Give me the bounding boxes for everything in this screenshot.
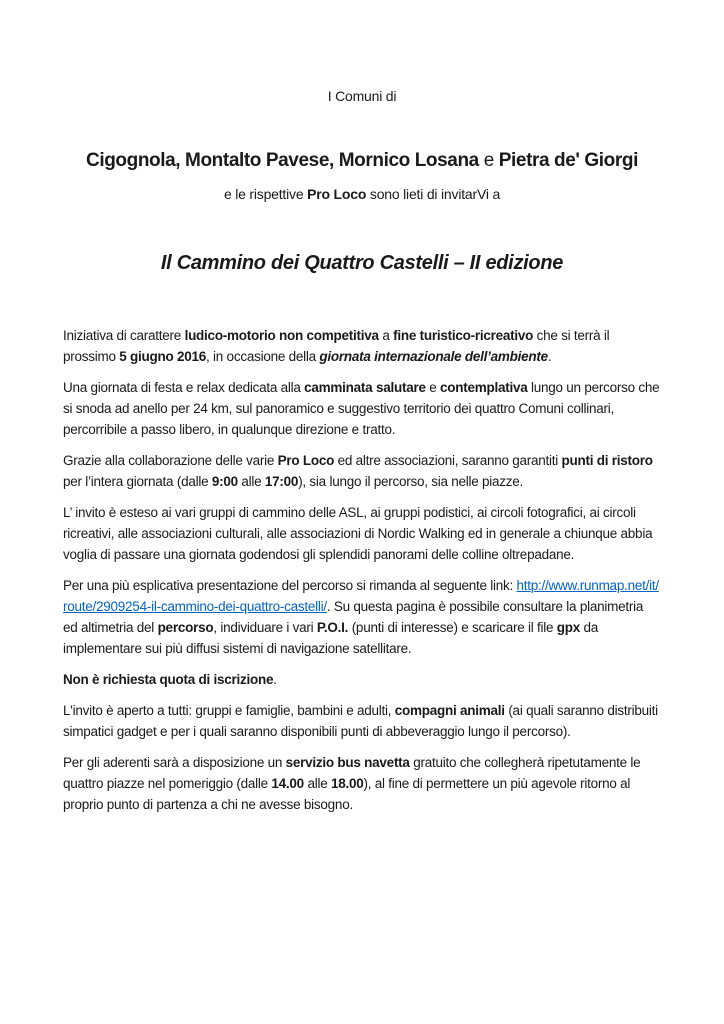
paragraph	[63, 325, 661, 367]
text-run: L’ invito è esteso ai vari gruppi di cammino delle ASL, ai gruppi podistici, ai circoli fotografici, ai circoli ricreativi, alle associazioni culturali, alle associazioni di Nordic Walking ed in generale a chiunque abbia voglia di passare una giornata godendosi gli splendidi panorami delle colline oltrepadane.	[63, 505, 653, 562]
paragraph	[63, 450, 661, 492]
text-run: (ai quali saranno distribuiti simpatici gadget e per i quali saranno disponibili punti di abbeveraggio lungo il percorso).	[63, 703, 658, 739]
paragraph	[63, 575, 661, 659]
text-run: ludico-motorio non competitiva	[184, 328, 379, 343]
text-run: Cigognola, Montalto Pavese, Mornico Losana	[86, 150, 479, 171]
text-run: 9:00	[211, 474, 238, 489]
text-run: Pro Loco	[307, 186, 367, 202]
text-run: e le rispettive	[223, 186, 308, 202]
text-run: Pietra de' Giorgi	[498, 150, 638, 171]
intro-line: I Comuni di	[327, 88, 397, 104]
text-run: , individuare i vari	[213, 620, 317, 635]
event-title: Il Cammino dei Quattro Castelli – II edizione	[160, 252, 564, 274]
text-run: Per gli aderenti sarà a disposizione un	[63, 755, 286, 770]
text-run: L'invito è aperto a tutti: gruppi e famiglie, bambini e adulti,	[63, 703, 395, 718]
text-run: ), al fine di permettere un più agevole ritorno al proprio punto di partenza a chi ne avesse bisogno.	[63, 776, 631, 812]
text-run: compagni animali	[394, 703, 505, 718]
text-run: Iniziativa di carattere	[63, 328, 185, 343]
text-run: Pro Loco	[277, 453, 335, 468]
text-run: 14.00	[271, 776, 304, 791]
text-run: e	[425, 380, 440, 395]
text-run: Per una più esplicativa presentazione del percorso si rimanda al seguente link:	[63, 578, 517, 593]
invite-line	[63, 186, 661, 202]
text-run: servizio bus navetta	[285, 755, 410, 770]
text-run: da implementare sui più diffusi sistemi di navigazione satellitare.	[63, 620, 599, 656]
paragraph	[63, 502, 661, 565]
municipalities-heading	[63, 150, 661, 172]
text-run: , in occasione della	[206, 349, 320, 364]
text-run: P.O.I.	[316, 620, 349, 635]
text-run: ed altre associazioni, saranno garantiti	[334, 453, 562, 468]
paragraph	[63, 752, 661, 815]
text-run: camminata salutare	[304, 380, 426, 395]
text-run: 18.00	[330, 776, 364, 791]
text-run: lungo un percorso che si snoda ad anello per 24 km, sul panoramico e suggestivo territorio dei quattro Comuni collinari, percorribile a passo libero, in qualunque direzione e tratto.	[63, 380, 660, 437]
text-run: 17:00	[264, 474, 299, 489]
text-run: giornata internazionale dell’ambiente	[319, 349, 548, 364]
text-run: alle	[237, 474, 265, 489]
paragraph	[63, 377, 661, 440]
text-run: (punti di interesse) e scaricare il file	[348, 620, 557, 635]
text-run: Grazie alla collaborazione delle varie	[63, 453, 278, 468]
document-body	[63, 325, 661, 815]
runmap-route-link[interactable]: http://www.runmap.net/it/route/2909254-il-cammino-dei-quattro-castelli/	[63, 578, 659, 614]
text-run: gratuito che collegherà ripetutamente le quattro piazze nel pomeriggio (dalle	[63, 755, 641, 791]
paragraph	[63, 700, 661, 742]
text-run: alle	[303, 776, 331, 791]
text-run: Una giornata di festa e relax dedicata alla	[63, 380, 305, 395]
text-run: e	[478, 150, 499, 171]
text-run: per l’intera giornata (dalle	[63, 474, 212, 489]
text-run: . Su questa pagina è possibile consultare la planimetria ed altimetria del	[63, 599, 644, 635]
text-run: a	[378, 328, 394, 343]
text-run: gpx	[556, 620, 581, 635]
text-run: punti di ristoro	[561, 453, 653, 468]
text-run: 5 giugno 2016	[119, 349, 207, 364]
text-run: contemplativa	[439, 380, 528, 395]
paragraph	[63, 669, 661, 690]
text-run: sono lieti di invitarVi a	[366, 186, 501, 202]
text-run: che si terrà il prossimo	[63, 328, 610, 364]
text-run: Non è richiesta quota di iscrizione	[63, 672, 274, 687]
text-run: ), sia lungo il percorso, sia nelle piazze.	[298, 474, 524, 489]
text-run: percorso	[157, 620, 214, 635]
text-run: .	[273, 672, 277, 687]
text-run: fine turistico-ricreativo	[393, 328, 534, 343]
text-run: .	[547, 349, 552, 364]
